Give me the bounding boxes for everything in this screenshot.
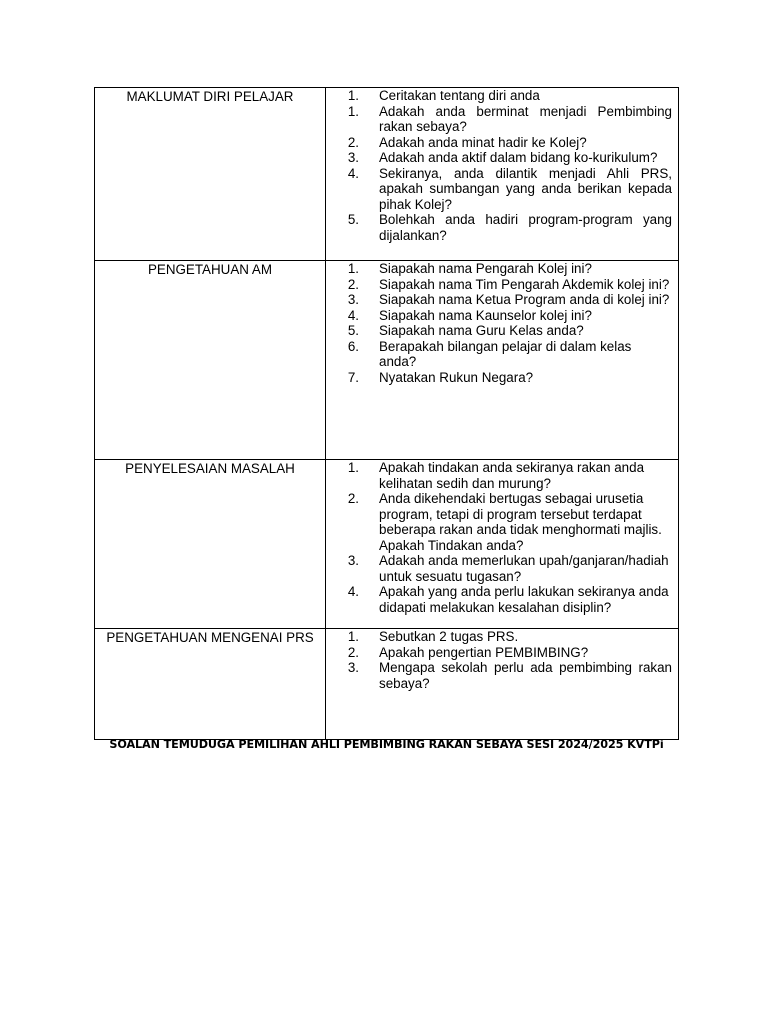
list-item: 2. Anda dikehendaki bertugas sebagai urusetia program, tetapi di program tersebut terdapat beberapa rakan anda tidak menghormati majlis. Apakah Tindakan anda? bbox=[347, 491, 662, 553]
list-item: 2. Adakah anda minat hadir ke Kolej? bbox=[347, 134, 587, 150]
topic-label: MAKLUMAT DIRI PELAJAR bbox=[126, 89, 294, 104]
list-item: 2. Siapakah nama Tim Pengarah Akdemik kolej ini? bbox=[347, 276, 670, 292]
list-item: 5. Bolehkah anda hadiri program-program yang dijalankan? bbox=[347, 212, 672, 243]
topic-cell bbox=[95, 88, 326, 261]
list-item: 4. Sekiranya, anda dilantik menjadi Ahli PRS, apakah sumbangan yang anda berikan kepada pihak Kolej? bbox=[347, 165, 672, 212]
list-item: 3. Adakah anda memerlukan upah/ganjaran/hadiah untuk sesuatu tugasan? bbox=[347, 553, 669, 584]
topic-cell bbox=[95, 629, 326, 740]
question-list bbox=[326, 261, 678, 385]
topic-label: PENGETAHUAN AM bbox=[147, 262, 272, 277]
list-item: 3. Siapakah nama Ketua Program anda di kolej ini? bbox=[347, 292, 670, 307]
topic-label: PENYELESAIAN MASALAH bbox=[125, 461, 295, 476]
list-item: 6. Berapakah bilangan pelajar di dalam kelas anda? bbox=[347, 338, 632, 369]
list-item: 7. Nyatakan Rukun Negara? bbox=[347, 369, 534, 385]
table-row bbox=[95, 261, 679, 460]
list-item: 4. Siapakah nama Kaunselor kolej ini? bbox=[347, 307, 592, 323]
list-item: 5. Siapakah nama Guru Kelas anda? bbox=[347, 323, 584, 338]
table-row bbox=[95, 629, 679, 740]
questions-cell bbox=[326, 261, 679, 460]
list-item: 1. Sebutkan 2 tugas PRS. bbox=[347, 629, 519, 644]
list-item: 1. Siapakah nama Pengarah Kolej ini? bbox=[347, 261, 592, 276]
questions-cell bbox=[326, 88, 679, 261]
table-row bbox=[95, 460, 679, 629]
list-item: 2. Apakah pengertian PEMBIMBING? bbox=[347, 644, 589, 660]
question-list bbox=[326, 88, 678, 243]
topic-cell bbox=[95, 460, 326, 629]
questions-cell bbox=[326, 460, 679, 629]
list-item: 1. Adakah anda berminat menjadi Pembimbing rakan sebaya? bbox=[347, 103, 672, 134]
list-item: 3. Mengapa sekolah perlu ada pembimbing rakan sebaya? bbox=[347, 660, 672, 691]
document-caption: SOALAN TEMUDUGA PEMILIHAN AHLI PEMBIMBING RAKAN SEBAYA SESI 2024/2025 KVTPi bbox=[109, 738, 664, 751]
list-item: 3. Adakah anda aktif dalam bidang ko-kurikulum? bbox=[347, 150, 658, 165]
list-item: 4. Apakah yang anda perlu lakukan sekiranya anda didapati melakukan kesalahan disiplin? bbox=[347, 584, 669, 615]
list-item: 1. Apakah tindakan anda sekiranya rakan anda kelihatan sedih dan murung? bbox=[347, 460, 645, 491]
list-item: 1. Ceritakan tentang diri anda bbox=[347, 88, 540, 103]
interview-questions-table bbox=[94, 87, 679, 740]
questions-cell bbox=[326, 629, 679, 740]
topic-cell bbox=[95, 261, 326, 460]
table-row bbox=[95, 88, 679, 261]
question-list bbox=[326, 460, 678, 615]
topic-label: PENGETAHUAN MENGENAI PRS bbox=[106, 630, 314, 645]
question-list bbox=[326, 629, 678, 691]
